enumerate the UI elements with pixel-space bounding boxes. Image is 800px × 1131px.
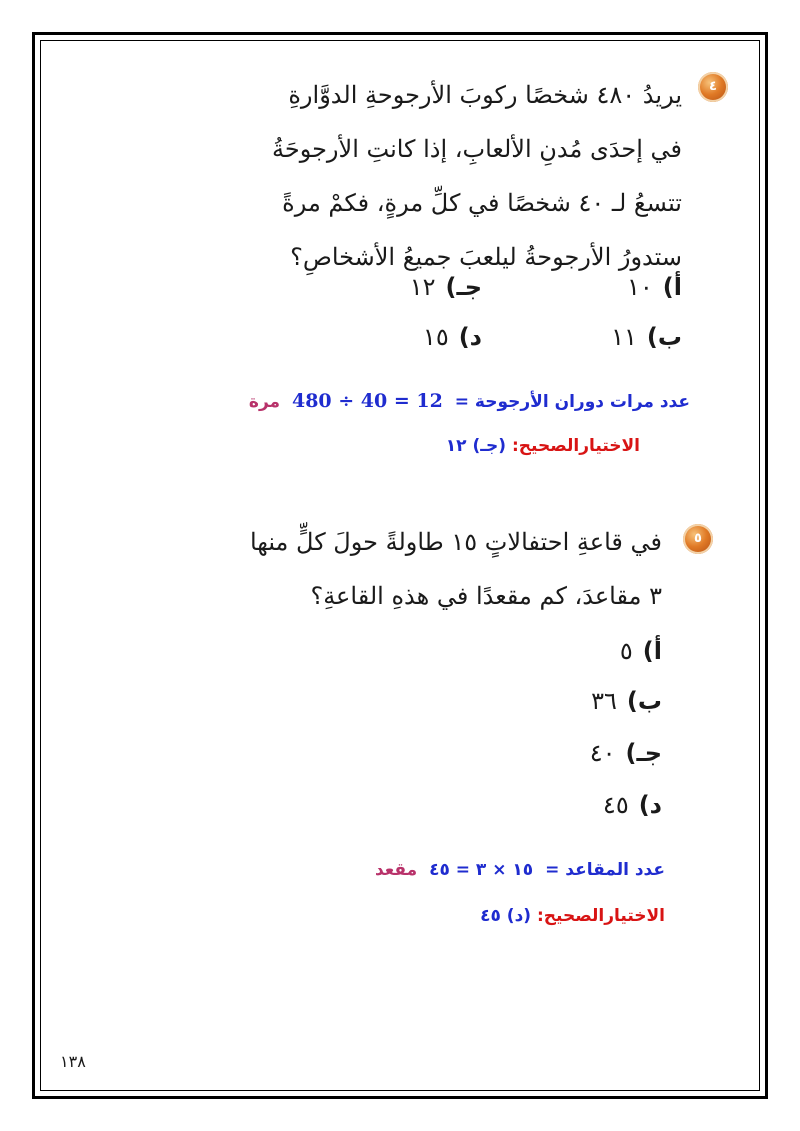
- option-c[interactable]: [410, 272, 482, 301]
- correct-answer-line: [446, 436, 640, 456]
- question-number-badge: ٥: [683, 524, 713, 554]
- option-value: ٤٠: [589, 739, 616, 767]
- question-4-text: [122, 68, 682, 284]
- question-line: يريدُ ٤٨٠ شخصًا ركوبَ الأرجوحةِ الدوَّارةِ: [288, 81, 682, 109]
- solution-label: عدد المقاعد =: [545, 860, 665, 880]
- solution-line: [375, 860, 665, 880]
- solution-expression: ١٥ × ٣ = ٤٥: [429, 860, 534, 880]
- option-c[interactable]: [590, 738, 662, 767]
- option-letter: أ): [642, 637, 662, 665]
- option-value: ١٥: [422, 323, 449, 351]
- question-number-badge: ٤: [698, 72, 728, 102]
- answer-label: الاختيارالصحيح:: [512, 436, 640, 456]
- option-value: ٣٦: [591, 687, 617, 715]
- option-value: ٥: [619, 637, 633, 665]
- question-line: في قاعةِ احتفالاتٍ ١٥ طاولةً حولَ كلٍّ منها: [249, 528, 662, 556]
- option-value: ٤٥: [602, 791, 629, 819]
- option-d[interactable]: [423, 322, 482, 351]
- option-letter: د): [638, 791, 662, 819]
- solution-unit: مرة: [248, 392, 281, 412]
- question-line: ستدورُ الأرجوحةُ ليلعبَ جميعُ الأشخاصِ؟: [290, 243, 682, 271]
- answer-value: (د) ٤٥: [480, 906, 532, 926]
- solution-line: [249, 390, 690, 412]
- option-letter: جـ): [445, 273, 482, 301]
- question-5-text: [102, 515, 662, 623]
- option-letter: د): [458, 323, 482, 351]
- answer-label: الاختيارالصحيح:: [537, 906, 665, 926]
- answer-value: (جـ) ١٢: [445, 436, 507, 456]
- option-letter: جـ): [625, 739, 662, 767]
- option-b[interactable]: [591, 686, 662, 715]
- solution-expression: 480 ÷ 40 = 12: [291, 390, 443, 412]
- option-letter: ب): [646, 323, 682, 351]
- option-a[interactable]: [627, 272, 682, 301]
- correct-answer-line: [480, 906, 665, 926]
- option-value: ١١: [611, 323, 637, 351]
- option-value: ١٢: [409, 273, 436, 301]
- option-letter: أ): [662, 273, 682, 301]
- question-line: تتسعُ لـ ٤٠ شخصًا في كلِّ مرةٍ، فكمْ مرةً: [282, 189, 682, 217]
- question-line: ٣ مقاعدَ، كم مقعدًا في هذهِ القاعةِ؟: [310, 582, 662, 610]
- page-number: ١٣٨: [60, 1052, 86, 1071]
- question-line: في إحدَى مُدنِ الألعابِ، إذا كانتِ الأرجوحَةُ: [271, 135, 682, 163]
- solution-unit: مقعد: [374, 860, 418, 880]
- option-a[interactable]: [620, 636, 662, 665]
- option-d[interactable]: [603, 790, 662, 819]
- option-b[interactable]: [611, 322, 682, 351]
- option-letter: ب): [626, 687, 662, 715]
- option-value: ١٠: [627, 273, 653, 301]
- solution-label: عدد مرات دوران الأرجوحة =: [454, 392, 690, 412]
